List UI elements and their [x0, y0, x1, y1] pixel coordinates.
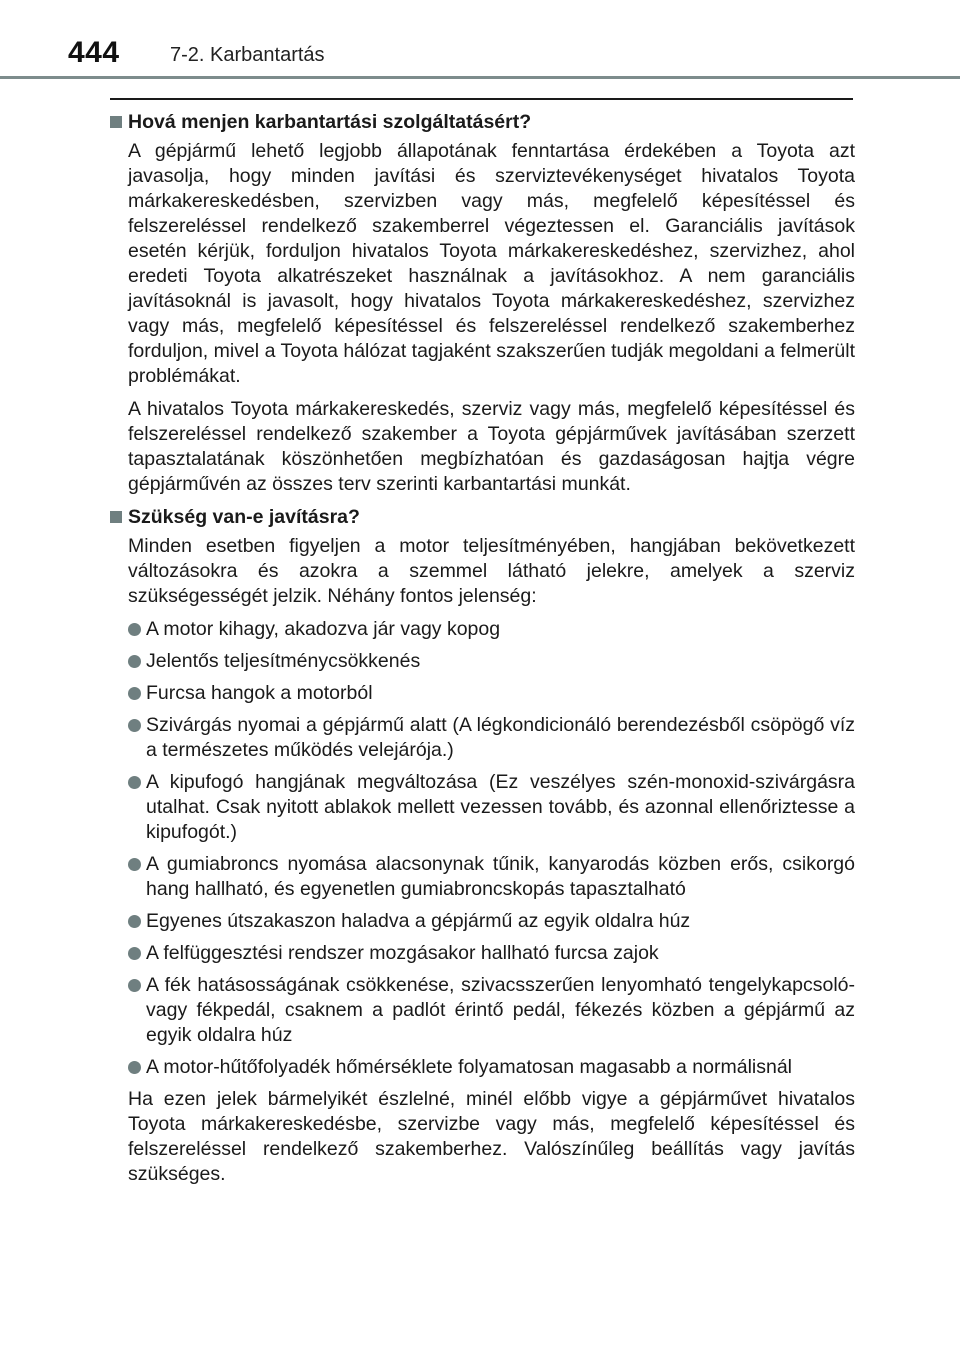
list-item: [128, 649, 855, 674]
page-content: [110, 104, 855, 1195]
list-item-text: A gumiabroncs nyomása alacsonynak tűnik, kanyarodás közben erős, csikorgó hang hallható, és egyenetlen gumiabroncskopás tapasztalható: [146, 853, 855, 900]
section-heading-service-location: [110, 110, 855, 135]
section-heading-text: Szükség van-e javításra?: [128, 506, 360, 528]
list-item-text: A motor-hűtőfolyadék hőmérséklete folyamatosan magasabb a normálisnál: [146, 1056, 793, 1078]
list-item-text: Furcsa hangok a motorból: [146, 682, 373, 704]
circle-bullet-icon: [128, 947, 141, 960]
list-item: [128, 973, 855, 1048]
square-bullet-icon: [110, 116, 122, 128]
circle-bullet-icon: [128, 687, 141, 700]
list-item-text: Jelentős teljesítménycsökkenés: [146, 650, 421, 672]
list-item: [128, 713, 855, 763]
list-item: [128, 852, 855, 902]
list-item: [128, 1055, 855, 1080]
page-header: [0, 0, 960, 80]
circle-bullet-icon: [128, 719, 141, 732]
paragraph: Minden esetben figyeljen a motor teljesítményében, hangjában bekövetkezett változásokra és azokra a szemmel látható jelekre, amelyek a szerviz szükségességét jelzik. Néhány fontos jelenség:: [128, 535, 855, 607]
section-heading-text: Hová menjen karbantartási szolgáltatásért?: [128, 111, 532, 133]
symptom-list: [110, 617, 855, 1080]
circle-bullet-icon: [128, 776, 141, 789]
circle-bullet-icon: [128, 858, 141, 871]
list-item-text: A felfüggesztési rendszer mozgásakor hallható furcsa zajok: [146, 942, 659, 964]
circle-bullet-icon: [128, 915, 141, 928]
chapter-title: 7-2. Karbantartás: [170, 44, 325, 66]
paragraph: Ha ezen jelek bármelyikét észlelné, minél előbb vigye a gépjárművet hivatalos Toyota márkakereskedésbe, szervizbe vagy más, megfelelő képesítéssel és felszereléssel rendelkező szakemberhez. Valószínűleg beállítás vagy javítás szükséges.: [128, 1088, 855, 1185]
section-divider: [110, 98, 853, 100]
list-item-text: A motor kihagy, akadozva jár vagy kopog: [146, 618, 501, 640]
list-item: [128, 681, 855, 706]
paragraph: A hivatalos Toyota márkakereskedés, szerviz vagy más, megfelelő képesítéssel és felszereléssel rendelkező szakember a Toyota gépjárművek javításában szerzett tapasztalatának köszönhetően megbízhatóan és gazdaságosan hajtja végre gépjárművén az összes terv szerinti karbantartási munkát.: [128, 398, 855, 495]
list-item-text: A fék hatásosságának csökkenése, szivacsszerűen lenyomható tengelykapcsoló- vagy fékpedál, csaknem a padlót érintő pedál, fékezés közben a gépjármű az egyik oldalra húz: [146, 974, 855, 1046]
square-bullet-icon: [110, 511, 122, 523]
circle-bullet-icon: [128, 655, 141, 668]
list-item: [128, 909, 855, 934]
page-number: 444: [68, 36, 120, 69]
list-item-text: Szivárgás nyomai a gépjármű alatt (A légkondicionáló berendezésből csöpögő víz a természetes működés velejárója.): [146, 714, 855, 761]
header-divider: [0, 76, 960, 79]
list-item: [128, 617, 855, 642]
list-item: [128, 770, 855, 845]
paragraph: A gépjármű lehető legjobb állapotának fenntartása érdekében a Toyota azt javasolja, hogy minden javítási és szerviztevékenységet hivatalos Toyota márkakereskedésben, szervizben vagy más, megfelelő képesítéssel és felszereléssel rendelkező szakemberrel végeztessen el. Garanciális javítások esetén kérjük, forduljon hivatalos Toyota márkakereskedéshez, szervizhez, ahol eredeti Toyota alkatrészeket használnak a javításokhoz. A nem garanciális javításoknál is javasolt, hogy hivatalos Toyota márkakereskedéshez, szervizhez vagy más, megfelelő képesítéssel és felszereléssel rendelkező szakemberhez forduljon, mivel a Toyota hálózat tagjaként szakszerűen tudják megoldani a felmerült problémákat.: [128, 140, 855, 387]
circle-bullet-icon: [128, 1061, 141, 1074]
section-heading-repair-needed: [110, 505, 855, 530]
circle-bullet-icon: [128, 623, 141, 636]
circle-bullet-icon: [128, 979, 141, 992]
list-item-text: A kipufogó hangjának megváltozása (Ez veszélyes szén-monoxid-szivárgásra utalhat. Csak nyitott ablakok mellett vezessen tovább, és azonnal ellenőriztesse a kipufogót.): [146, 771, 855, 843]
list-item-text: Egyenes útszakaszon haladva a gépjármű az egyik oldalra húz: [146, 910, 691, 932]
list-item: [128, 941, 855, 966]
